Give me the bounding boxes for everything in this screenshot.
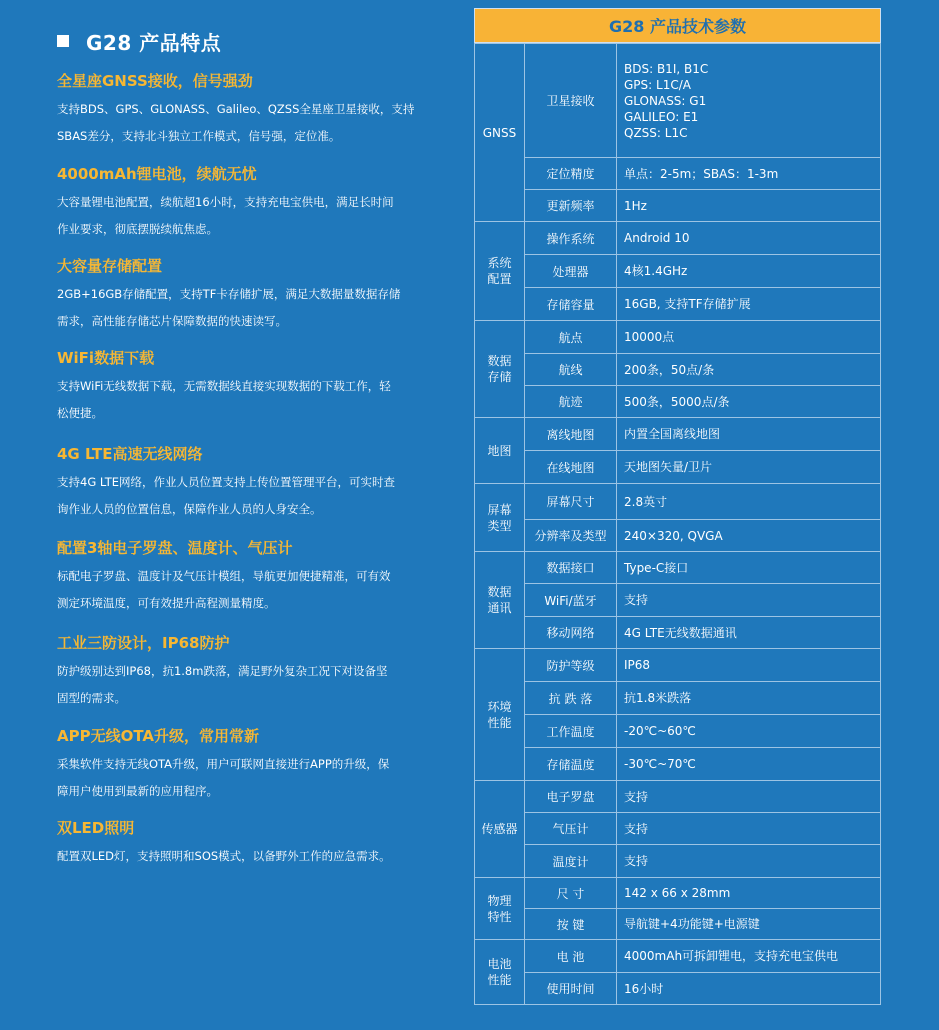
spec-value [617,44,881,158]
spec-value [617,617,881,649]
spec-value [617,321,881,354]
feature-description-line: 防护级别达到IP68，抗1.8m跌落，满足野外复杂工况下对设备坚 [57,664,388,678]
feature-description-line: 支持WiFi无线数据下载，无需数据线直接实现数据的下载工作，轻 [57,379,391,393]
spec-value [617,781,881,813]
spec-value-line: 2.8英寸 [624,494,668,509]
spec-value [617,813,881,845]
spec-value-line: 单点：2-5m；SBAS：1-3m [624,166,779,181]
spec-item: 分辨率及类型 [525,520,617,552]
spec-value [617,748,881,781]
spec-value-line: GLONASS: G1 [624,93,707,108]
spec-item: 存储容量 [525,288,617,321]
feature-description-line: 支持BDS、GPS、GLONASS、Galileo、QZSS全星座卫星接收，支持 [57,102,415,116]
spec-category-text: 存储 [487,370,512,384]
spec-category-text: 物理 [487,893,512,908]
spec-category [475,649,525,781]
spec-row [475,649,881,682]
spec-value-line: 抗1.8米跌落 [624,691,692,705]
spec-item: 处理器 [525,255,617,288]
spec-value [617,484,881,520]
spec-value [617,682,881,715]
feature-description-line: 障用户使用到最新的应用程序。 [57,784,218,798]
spec-item: 航迹 [525,386,617,418]
spec-category [475,781,525,878]
spec-value-line: 16GB, 支持TF存储扩展 [624,297,751,311]
spec-row [475,845,881,878]
spec-category [475,418,525,484]
spec-category-text: 数据 [487,354,512,368]
spec-row [475,813,881,845]
spec-item: 卫星接收 [525,44,617,158]
spec-value [617,552,881,584]
spec-row [475,584,881,617]
spec-row [475,682,881,715]
spec-value-line: 支持 [624,821,649,836]
spec-value-line: 支持 [624,593,649,607]
spec-row [475,973,881,1005]
feature-item [57,163,447,243]
spec-category [475,484,525,552]
spec-item: 电 池 [525,940,617,973]
spec-row [475,255,881,288]
spec-value-line: -30℃~70℃ [624,757,696,771]
spec-value-line: 4核1.4GHz [624,264,688,278]
spec-row [475,321,881,354]
spec-row [475,386,881,418]
spec-item: 工作温度 [525,715,617,748]
spec-category-text: 地图 [487,443,512,458]
spec-value-line: IP68 [624,658,651,672]
spec-panel [474,8,881,1005]
spec-row [475,288,881,321]
feature-description-line: 标配电子罗盘、温度计及气压计模组，导航更加便捷精准，可有效 [57,569,391,583]
feature-heading: 全星座GNSS接收，信号强劲 [57,72,253,90]
spec-value-line: 10000点 [624,330,675,344]
spec-category-text: 特性 [487,909,512,924]
spec-row [475,158,881,190]
feature-heading: 4G LTE高速无线网络 [57,445,203,463]
feature-item [57,632,447,712]
spec-value [617,973,881,1005]
feature-heading: 4000mAh锂电池，续航无忧 [57,165,257,183]
spec-category-text: 通讯 [487,601,512,615]
spec-value [617,940,881,973]
spec-value-line: QZSS: L1C [624,125,688,140]
feature-description-line: 松便捷。 [57,406,103,420]
spec-row [475,748,881,781]
feature-description-line: 作业要求，彻底摆脱续航焦虑。 [57,222,218,236]
page-title [57,26,447,56]
spec-row [475,878,881,909]
feature-heading: APP无线OTA升级，常用常新 [57,727,260,745]
spec-item: 电子罗盘 [525,781,617,813]
spec-item: 在线地图 [525,451,617,484]
spec-row [475,552,881,584]
spec-value [617,190,881,222]
spec-category-text: 性能 [487,973,512,987]
spec-row [475,44,881,158]
feature-item [57,255,447,335]
spec-item: 航点 [525,321,617,354]
spec-item: 定位精度 [525,158,617,190]
spec-row [475,909,881,940]
spec-value [617,158,881,190]
feature-heading: 工业三防设计，IP68防护 [57,634,230,652]
feature-item [57,725,447,805]
spec-value [617,386,881,418]
spec-row [475,222,881,255]
title-bullet-icon [57,35,69,47]
feature-item [57,443,447,523]
spec-category-text: GNSS [482,125,517,140]
spec-value [617,418,881,451]
spec-row [475,715,881,748]
spec-item: 按 键 [525,909,617,940]
feature-description-line: SBAS差分，支持北斗独立工作模式，信号强，定位准。 [57,129,341,143]
feature-item [57,817,447,870]
spec-value [617,715,881,748]
feature-item [57,70,447,150]
page-title-text: G28 产品特点 [86,30,222,55]
spec-value [617,878,881,909]
spec-row [475,940,881,973]
spec-table [474,43,881,1005]
spec-value-line: GALILEO: E1 [624,109,699,124]
feature-description-line: 支持4G LTE网络，作业人员位置支持上传位置管理平台，可实时查 [57,475,395,489]
spec-value-line: 200条，50点/条 [624,362,715,377]
spec-category [475,552,525,649]
spec-item: 气压计 [525,813,617,845]
feature-description-line: 采集软件支持无线OTA升级，用户可联网直接进行APP的升级，保 [57,757,390,771]
spec-value-line: 16小时 [624,981,664,996]
spec-value [617,649,881,682]
spec-item: 尺 寸 [525,878,617,909]
features-panel [57,26,447,870]
spec-item: 航线 [525,354,617,386]
feature-description-line: 需求，高性能存储芯片保障数据的快速读写。 [57,314,287,328]
spec-value-line: 4G LTE无线数据通讯 [624,625,737,640]
spec-value [617,909,881,940]
feature-list [57,70,447,870]
spec-category-text: 数据 [487,585,512,599]
spec-row [475,190,881,222]
spec-row [475,484,881,520]
spec-item: 操作系统 [525,222,617,255]
spec-value-line: 4000mAh可拆卸锂电，支持充电宝供电 [624,949,839,963]
feature-description-line: 测定环境温度，可有效提升高程测量精度。 [57,596,276,610]
spec-value-line: Android 10 [624,231,690,245]
feature-item [57,537,447,617]
feature-description-line: 2GB+16GB存储配置，支持TF卡存储扩展，满足大数据量数据存储 [57,287,401,301]
spec-item: 移动网络 [525,617,617,649]
spec-value-line: GPS: L1C/A [624,77,691,92]
spec-value-line: -20℃~60℃ [624,724,696,738]
spec-category [475,878,525,940]
spec-category [475,321,525,418]
spec-value [617,451,881,484]
spec-item: 防护等级 [525,649,617,682]
feature-description-line: 询作业人员的位置信息，保障作业人员的人身安全。 [57,502,322,516]
spec-category-text: 类型 [487,518,512,533]
spec-title: G28 产品技术参数 [474,8,881,43]
spec-value-line: 内置全国离线地图 [624,427,721,441]
feature-item [57,347,447,427]
spec-category-text: 环境 [487,699,512,714]
spec-value-line: 142 x 66 x 28mm [624,886,731,900]
spec-row [475,451,881,484]
spec-item: 存储温度 [525,748,617,781]
spec-value [617,520,881,552]
spec-category-text: 性能 [487,715,512,730]
spec-item: 离线地图 [525,418,617,451]
spec-value-line: 240×320, QVGA [624,528,723,543]
spec-value-line: BDS: B1I, B1C [624,61,709,76]
spec-category-text: 屏幕 [487,502,512,517]
spec-item: 更新频率 [525,190,617,222]
spec-row [475,418,881,451]
spec-category [475,44,525,222]
spec-value [617,584,881,617]
spec-value [617,222,881,255]
feature-heading: 双LED照明 [57,819,135,837]
spec-row [475,354,881,386]
spec-value [617,255,881,288]
spec-row [475,781,881,813]
spec-item: WiFi/蓝牙 [525,584,617,617]
spec-value-line: Type-C接口 [624,560,689,575]
spec-value [617,354,881,386]
feature-heading: 大容量存储配置 [57,257,163,275]
spec-value [617,288,881,321]
spec-category-text: 系统 [487,256,512,270]
spec-item: 使用时间 [525,973,617,1005]
feature-description-line: 固型的需求。 [57,691,126,705]
spec-value-line: 500条，5000点/条 [624,394,730,409]
feature-description-line: 配置双LED灯，支持照明和SOS模式，以备野外工作的应急需求。 [57,849,391,863]
spec-value [617,845,881,878]
feature-description-line: 大容量锂电池配置，续航超16小时，支持充电宝供电，满足长时间 [57,195,394,209]
feature-heading: WiFi数据下载 [57,349,155,367]
spec-value-line: 支持 [624,789,649,804]
spec-value-line: 导航键+4功能键+电源键 [624,917,760,931]
spec-row [475,617,881,649]
spec-item: 数据接口 [525,552,617,584]
spec-item: 屏幕尺寸 [525,484,617,520]
spec-value-line: 1Hz [624,198,647,213]
spec-item: 抗 跌 落 [525,682,617,715]
spec-category [475,940,525,1005]
spec-category-text: 电池 [487,957,512,971]
spec-item: 温度计 [525,845,617,878]
feature-heading: 配置3轴电子罗盘、温度计、气压计 [57,539,293,557]
spec-value-line: 天地图矢量/卫片 [624,460,713,474]
spec-category-text: 配置 [487,272,512,286]
spec-category-text: 传感器 [481,822,518,836]
spec-value-line: 支持 [624,854,649,868]
spec-category [475,222,525,321]
spec-row [475,520,881,552]
